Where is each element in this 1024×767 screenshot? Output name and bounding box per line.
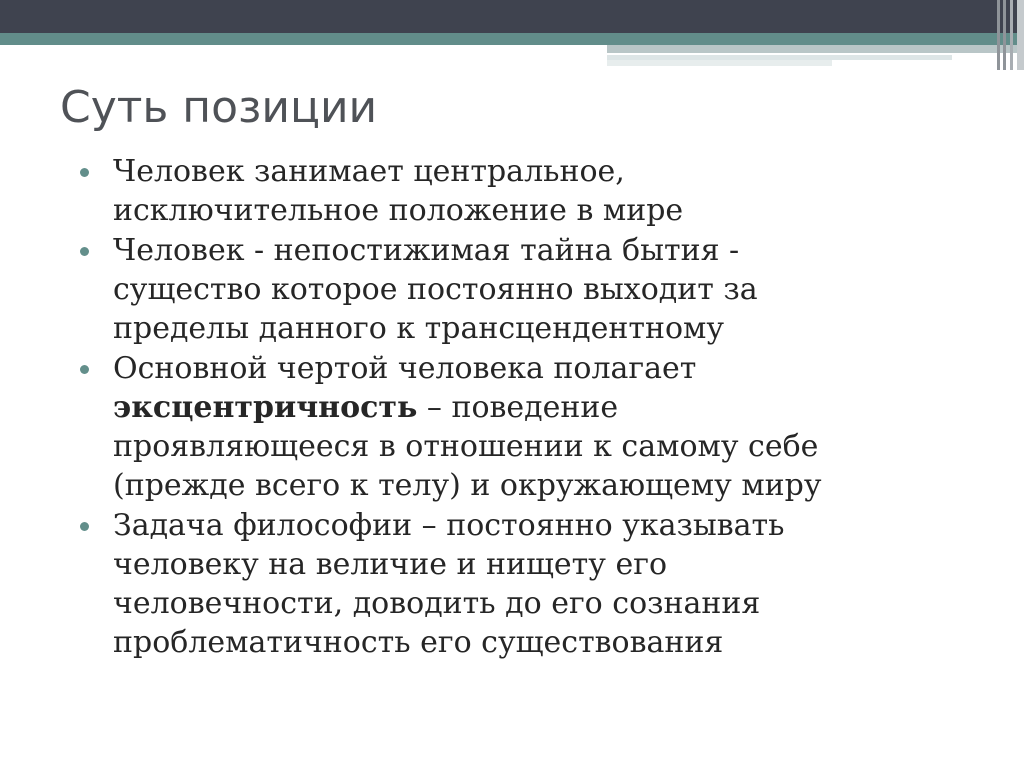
bullet-text-line: исключительное положение в мире bbox=[113, 193, 684, 228]
bullet-item bbox=[80, 231, 980, 348]
bullet-text-line: человечности, доводить до его сознания bbox=[113, 586, 761, 621]
bullet-item bbox=[80, 506, 980, 662]
bullet-text-line: Человек - непостижимая тайна бытия - bbox=[113, 233, 740, 268]
bullet-text-line: (прежде всего к телу) и окружающему миру bbox=[113, 468, 822, 503]
bullet-text-line: Человек занимает центральное, bbox=[113, 154, 625, 189]
edge-stripe bbox=[997, 0, 1000, 70]
bullet-text-line: человеку на величие и нищету его bbox=[113, 547, 668, 582]
bullet-text-line: существо которое постоянно выходит за bbox=[113, 272, 758, 307]
bullet-item bbox=[80, 152, 980, 230]
round-bullet-icon bbox=[80, 247, 89, 256]
edge-stripe bbox=[1017, 0, 1024, 70]
round-bullet-icon bbox=[80, 168, 89, 177]
bullet-text-line: Основной чертой человека полагает bbox=[113, 351, 697, 386]
bullet-list bbox=[80, 152, 980, 663]
bullet-item bbox=[80, 349, 980, 505]
round-bullet-icon bbox=[80, 365, 89, 374]
header-teal-bar bbox=[0, 33, 1024, 45]
bullet-text-line: проявляющееся в отношении к самому себе bbox=[113, 429, 819, 464]
slide-title: Суть позиции bbox=[60, 82, 378, 133]
round-bullet-icon bbox=[80, 522, 89, 531]
bullet-text-line: пределы данного к трансцендентному bbox=[113, 311, 725, 346]
edge-stripe bbox=[1003, 0, 1006, 70]
bullet-text-fragment: – поведение bbox=[417, 390, 619, 425]
bold-term: эксцентричность bbox=[113, 390, 418, 425]
header-dark-bar bbox=[0, 0, 1024, 33]
edge-stripe bbox=[1010, 0, 1013, 70]
header-accent-bar-lighter bbox=[607, 60, 832, 66]
bullet-text-line: проблематичность его существования bbox=[113, 625, 724, 660]
bullet-text-line: Задача философии – постоянно указывать bbox=[113, 508, 785, 543]
